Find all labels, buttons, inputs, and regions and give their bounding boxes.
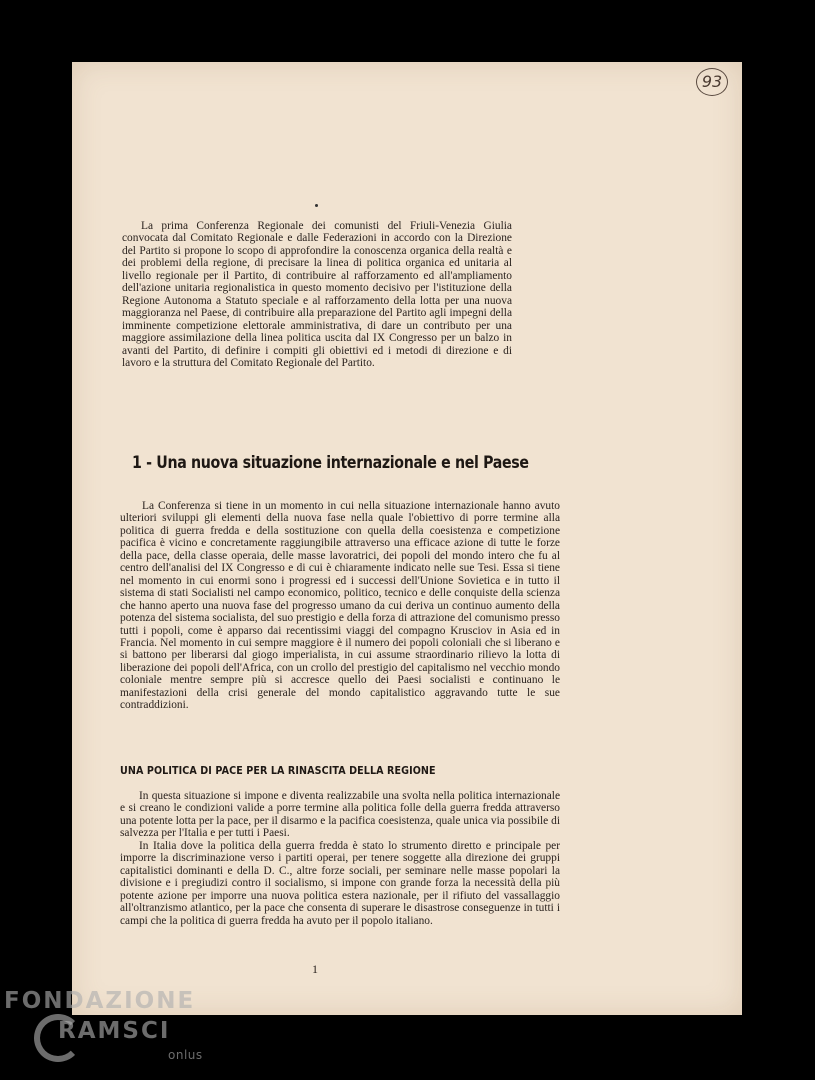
section-2-paragraph-2: In Italia dove la politica della guerra fredda è stato lo strumento diretto e principale per imporre la discriminazione verso i partiti operai, per tenere soggette alla direzione dei gruppi capitalistici dominanti e della D. C., altre forze sociali, per seminare nelle masse popolari la divisione e i pregiudizi contro il socialismo, si impone con grande forza la necessità della più potente azione per imporre una nuova politica estera nazionale, per il rifiuto del vassallaggio all'oltranzismo atlantico, per la pace che consenta di superare le disastrose conseguenze in tutti i campi che la politica di guerra fredda ha avuto per il popolo italiano. bbox=[120, 839, 560, 927]
watermark-line-2: RAMSCI bbox=[58, 1018, 171, 1044]
intro-text: La prima Conferenza Regionale dei comunisti del Friuli-Venezia Giulia convocata dal Comitato Regionale e dalle Federazioni in accordo con la Direzione del Partito si propone lo scopo di approfondire la conoscenza organica della realtà e dei problemi della regione, di precisare la linea di politica organica ed unitaria al livello regionale per il Partito, di contribuire al rafforzamento ed all'ampliamento dell'azione unitaria regionalistica in questo momento decisivo per l'istituzione della Regione Autonoma a Statuto speciale e al rafforzamento della lotta per una nuova maggioranza nel Paese, di contribuire alla preparazione del Partito agli impegni della imminente competizione elettorale amministrativa, di dare un contributo per una maggiore assimilazione della linea politica uscita dal IX Congresso per un balzo in avanti del Partito, di definire i compiti gli obiettivi ed i metodi di direzione e di lavoro e la struttura del Comitato Regionale del Partito. bbox=[122, 220, 512, 369]
document-page bbox=[72, 62, 742, 1015]
section-1-body bbox=[120, 500, 560, 712]
watermark-line-1: FONDAZIONE bbox=[4, 988, 196, 1014]
section-1-paragraph: La Conferenza si tiene in un momento in cui nella situazione internazionale hanno avuto ulteriori sviluppi gli elementi della nuova fase nella quale l'obiettivo di porre termine alla politica di guerra fredda e della sostituzione con quella della coesistenza e competizione pacifica è vicino e concretamente raggiungibile attraverso una efficace azione di tutte le forze della pace, della classe operaia, delle masse lavoratrici, dei popoli del mondo intero che fu al centro dell'analisi del IX Congresso e di cui è chiaramente indicato nelle sue Tesi. Essa si tiene nel momento in cui enormi sono i progressi ed i successi dell'Unione Sovietica e in tutto il sistema di stati Socialisti nel campo economico, politico, tecnico e delle conquiste della scienza che hanno aperto una nuova fase del progresso umano da cui deriva un continuo aumento della potenza del sistema socialista, del suo prestigio e della forza di attrazione del comunismo presso tutti i popoli, come è apparso dai recentissimi viaggi del compagno Krusciov in Asia ed in Francia. Nel momento in cui sempre maggiore è il numero dei popoli coloniali che si liberano e si battono per liberarsi dal giogo imperialista, in cui assume straordinario rilievo la lotta di liberazione dei popoli dell'Africa, con un crollo del prestigio del capitalismo nel vecchio mondo coloniale mentre sempre più si accresce quello dei Paesi socialisti e continuano le manifestazioni della crisi generale del mondo capitalistico aggravando tutte le sue contraddizioni. bbox=[120, 500, 560, 712]
section-2-heading: UNA POLITICA DI PACE PER LA RINASCITA DELLA REGIONE bbox=[120, 765, 436, 777]
intro-paragraph bbox=[122, 220, 512, 369]
watermark-line-3: onlus bbox=[168, 1048, 203, 1062]
fondazione-gramsci-watermark bbox=[4, 988, 224, 1074]
paper-speck bbox=[315, 204, 318, 207]
archive-number-stamp: 93 bbox=[696, 68, 728, 96]
page-number: 1 bbox=[312, 962, 318, 976]
section-2-body bbox=[120, 790, 560, 927]
section-1-heading: 1 - Una nuova situazione internazionale e nel Paese bbox=[132, 453, 529, 472]
section-2-paragraph-1: In questa situazione si impone e diventa realizzabile una svolta nella politica internazionale e si creano le condizioni valide a porre termine alla politica folle della guerra fredda attraverso una potente lotta per la pace, per il disarmo e la pacifica coesistenza, quale unica via possibile di salvezza per l'Italia e per tutti i Paesi. bbox=[120, 790, 560, 840]
